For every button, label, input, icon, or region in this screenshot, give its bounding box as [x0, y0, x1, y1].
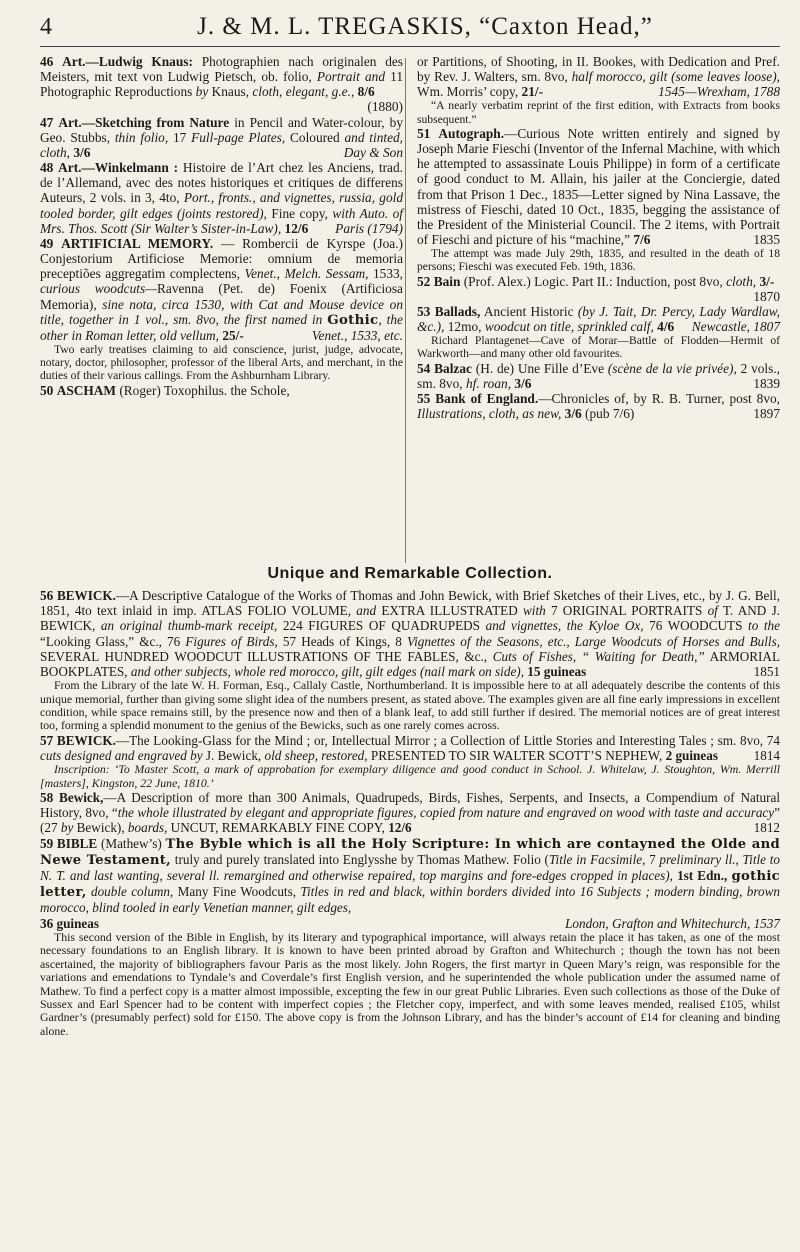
- entry-italic: Illustrations, cloth, as new,: [417, 406, 562, 422]
- entry-text: Histoire de l’Art chez les Anciens, trad. de l’Allemand, avec des notes historiques et critiques de differens Auteurs, 2 vols. in 3, 4to,: [40, 160, 403, 206]
- entry-italic: by: [60, 820, 74, 836]
- entry-heading: Bank of England.: [435, 390, 539, 406]
- entry-text: Many Fine Woodcuts,: [173, 884, 301, 900]
- entry-imprint: 1545—Wrexham, 1788: [658, 84, 780, 100]
- entry-text: J. Bewick,: [202, 748, 265, 764]
- catalogue-entry-50-continued: [417, 54, 780, 99]
- entry-text: PRESENTED TO SIR WALTER SCOTT’S NEPHEW,: [367, 748, 666, 764]
- entry-italic: and tinted, cloth,: [40, 129, 403, 160]
- entry-italic: half morocco, gilt (some leaves loose),: [571, 69, 780, 85]
- entry-number: 50: [40, 382, 54, 398]
- entry-text: 11 Photographic Reproductions: [40, 69, 404, 100]
- entry-italic: , the other in Roman letter, old vellum,: [40, 311, 403, 343]
- entry-italic: cloth,: [726, 273, 757, 289]
- entry-text: 1533,: [368, 266, 403, 282]
- entry-heading: ASCHAM: [56, 382, 116, 398]
- entry-italic: woodcut on title, sprinkled calf,: [484, 319, 654, 334]
- entry-text: or Partitions, of Shooting, in II. Bookes, with Dedication and Pref. by Rev. J. Walters, sm. 8vo,: [417, 54, 780, 85]
- entry-note-59: This second version of the Bible in English, by its literary and typographical importance, will always retain the place it has taken, as one of the most necessary foundations to an English library. It is known to have been printed abroad by Grafton and Whitechurch ; though the town has not been ascertained, the majority of bibliographers favour Paris as the most likely. John Rogers, the first martyr in Queen Mary’s reign, was responsible for the variations and emendations to Tyndale’s and Coverdale’s first English version, and he superintended the whole publication under the assumed name of Mathew. To find a perfect copy is a matter almost impossible, excepting the few in our great Public Libraries. Even such collections as those of the Duke of Sussex and Earl Spencer had to be content with imperfect copies ; the Fletcher copy, imperfect, and with some leaves mended, realised £105, whilst Gardner’s (presumably perfect) sold for £150. The above copy is from the Johnson Library, and has the binder’s account of £14 for cleaning and binding alone.: [40, 929, 780, 1038]
- entry-price: 7/6: [633, 231, 651, 247]
- entry-heading: BEWICK.: [56, 588, 116, 603]
- entry-text: Ancient Historic: [480, 303, 578, 319]
- catalogue-entry-49: [40, 236, 403, 343]
- entry-note-53: Richard Plantagenet—Cave of Morar—Battle of Flodden—Hermit of Warkworth—and many other old favourites.: [417, 334, 780, 361]
- entry-italic: curious woodcuts—: [40, 281, 158, 297]
- entry-price: 4/6: [653, 319, 675, 334]
- entry-heading: Balzac: [434, 360, 472, 376]
- entry-text: in Pencil and Water-colour, by Geo. Stubbs,: [40, 114, 403, 145]
- entry-heading: Art.: [58, 160, 82, 176]
- entry-number: 46: [40, 54, 54, 69]
- entry-italic: Port., fronts., and vignettes, russia, gold tooled border, gilt edges (joints restored),: [40, 190, 403, 221]
- entry-italic: with Auto. of Mrs. Thos. Scott (Sir Walter’s Sister-in-Law),: [40, 205, 403, 236]
- catalogue-entry-53: [417, 304, 780, 334]
- entry-text: ” (27: [40, 805, 780, 836]
- catalogue-entry-50: [40, 383, 403, 398]
- entry-price: 12/6: [281, 220, 309, 236]
- catalogue-entry-56: [40, 588, 780, 679]
- entry-price: 12/6: [388, 820, 412, 836]
- entry-italic: (scène de la vie privée),: [607, 360, 737, 376]
- entry-text: Photographien nach originalen des Meisters, mit text von Ludwig Pietsch, ob. folio,: [40, 54, 404, 85]
- entry-italic: sine nota, circa 1530, with Cat and Mouse device on title, together in 1 vol., sm. 8vo, the first named in: [40, 296, 403, 327]
- entry-note-49: Two early treatises claiming to aid conscience, jurist, judge, advocate, notary, doctor, philosopher, professor of the liberal Arts, and merchant, in the duties of their various callings. From the Ashburnham Library.: [40, 342, 403, 383]
- entry-number: 59: [40, 835, 54, 851]
- entry-text: truly and purely translated into Englysshe by Thomas Mathew. Folio (: [171, 851, 549, 867]
- entry-heading: BEWICK.: [56, 732, 116, 748]
- entry-imprint: 1812: [753, 820, 780, 836]
- catalogue-entry-52: [417, 274, 780, 304]
- entry-italic: cuts designed and engraved by: [40, 748, 203, 764]
- entry-price: 21/-: [521, 84, 544, 100]
- entry-number: 48: [40, 160, 54, 176]
- full-width-section: [40, 588, 780, 1038]
- entry-text: —A Description of more than 300 Animals, Quadrupeds, Birds, Fishes, Serpents, and Insects, a Compendium of Natural History, 8vo, “: [40, 790, 781, 821]
- entry-imprint: Venet., 1533, etc.: [311, 327, 403, 343]
- entry-italic: and: [356, 603, 377, 619]
- entry-number: 55: [417, 390, 431, 406]
- catalogue-entry-46: [40, 54, 403, 115]
- entry-text: EXTRA ILLUSTRATED: [376, 603, 523, 619]
- entry-italic: hf. roan,: [465, 375, 512, 391]
- entry-text: 57 Heads of Kings, 8: [277, 633, 408, 649]
- entry-imprint: 1835: [753, 231, 780, 247]
- entry-text: (Mathew’s): [97, 835, 166, 851]
- entry-price: 3/6: [511, 375, 532, 391]
- entry-heading: Art.: [62, 54, 86, 69]
- two-column-section: [40, 54, 780, 421]
- entry-italic: preliminary ll., Title to N. T. and last wanting, several ll. remargined and otherwise repaired, top margins and fore-edges cropped in places),: [40, 851, 780, 884]
- entry-price: 3/6: [561, 406, 582, 422]
- entry-number: 54: [417, 360, 431, 376]
- catalogue-entry-47: [40, 115, 403, 160]
- entry-imprint: Day & Son: [343, 144, 403, 160]
- entry-text: SEVERAL HUNDRED WOODCUT ILLUSTRATIONS OF THE FABLES, &c.,: [40, 648, 493, 664]
- entry-number: 56: [40, 588, 54, 603]
- entry-number: 52: [417, 273, 431, 289]
- entry-text: 224 FIGURES OF QUADRUPEDS: [277, 618, 486, 634]
- entry-text: —The Looking-Glass for the Mind ; or, Intellectual Mirror ; a Collection of Little Stories and Interesting Tales ; sm. 8vo, 74: [115, 732, 780, 748]
- entry-price: 15 guineas: [524, 664, 587, 680]
- header-rule: [40, 46, 780, 47]
- entry-lead: —Winkelmann :: [81, 160, 179, 176]
- page-header: [40, 10, 780, 44]
- catalogue-entry-59: [40, 836, 780, 931]
- entry-price: 3/-: [756, 273, 775, 289]
- entry-imprint: Newcastle, 1807: [691, 319, 780, 334]
- entry-text: Ravenna (Pet. de) Foenix (Artificiosa Memoria),: [40, 281, 403, 312]
- entry-note-56: From the Library of the late W. H. Forman, Esq., Callaly Castle, Northumberland. It is impossible here to at all adequately describe the contents of this unique memorial, further than giving some slight idea of the numbers present, as stated above. The examples given are all fine early impressions in excellent condition, while space remains still, by the presence now and then of a blank leaf, to add still further if desired. The memorial notices are of great interest too, forming a splendid monument to the genius of the Bewicks, such as one rarely comes across.: [40, 678, 780, 733]
- entry-note-50: “A nearly verbatim reprint of the first edition, with Extracts from books subsequent.”: [417, 99, 780, 126]
- entry-price: 25/-: [219, 327, 244, 343]
- entry-italic: old sheep,: [264, 748, 318, 764]
- entry-heading: Autograph.: [438, 125, 505, 141]
- entry-number: 58: [40, 790, 54, 806]
- entry-italic: an original thumb-mark receipt,: [100, 618, 278, 634]
- entry-imprint: London, Grafton and Whitechurch, 1537: [565, 915, 780, 931]
- entry-number: 53: [417, 303, 431, 319]
- entry-text: Coloured: [285, 129, 345, 145]
- entry-text: T. AND J. BEWICK,: [40, 603, 781, 634]
- entry-number: 51: [417, 125, 431, 141]
- entry-imprint: 1897: [753, 406, 780, 422]
- entry-text: — Rombercii de Kyrspe (Joa.) Conjestorium Artificiose Memorie: omnium de memoria preceptiões aggregatim complectens,: [40, 235, 403, 282]
- entry-text: Wm. Morris’ copy,: [417, 84, 522, 100]
- page-number: 4: [40, 13, 53, 40]
- entry-text: UNCUT, REMARKABLY FINE COPY,: [167, 820, 389, 836]
- gothic-word: Gothic: [327, 311, 379, 328]
- gothic-word: gothic letter,: [40, 869, 780, 901]
- entry-price: 3/6: [70, 144, 91, 160]
- entry-italic: thin folio,: [114, 129, 169, 145]
- entry-text: (pub 7/6): [581, 406, 635, 422]
- entry-text: 7: [645, 851, 660, 867]
- entry-note-57: Inscription: ‘To Master Scott, a mark of approbation for exemplary diligence and good conduct in School. J. Whitelaw, J. Stoughton, Wm. Merrill [masters], Kingston, 22 June, 1810.’: [40, 762, 780, 790]
- entry-imprint: 1839: [753, 375, 780, 391]
- entry-italic: restored,: [321, 748, 368, 764]
- catalogue-entry-48: [40, 160, 403, 236]
- entry-italic: Titles in red and black, within borders divided into 16 Subjects ; modern binding, brown morocco, blind tooled in early Venetian manner, gilt edges,: [40, 884, 781, 916]
- entry-edition: 1st Edn.,: [672, 868, 732, 884]
- right-column: [417, 54, 780, 421]
- catalogue-entry-55: [417, 391, 780, 421]
- entry-price: 36 guineas: [40, 915, 99, 931]
- entry-heading: Ballads,: [434, 303, 481, 319]
- entry-lead: MEMORY.: [140, 235, 214, 251]
- entry-note-51: The attempt was made July 29th, 1835, and resulted in the death of 18 persons; Fieschi was executed Feb. 19th, 1836.: [417, 247, 780, 274]
- entry-italic: boards,: [127, 820, 168, 836]
- entry-italic: and vignettes, the Kyloe Ox,: [485, 618, 644, 634]
- entry-price: 8/6: [354, 84, 375, 100]
- entry-heading: Art.: [58, 114, 82, 130]
- entry-italic: to the: [748, 618, 781, 634]
- catalogue-entry-58: [40, 790, 780, 836]
- entry-heading: Bewick,: [59, 790, 104, 806]
- entry-text: Bewick),: [73, 820, 128, 836]
- entry-italic: Venet., Melch. Sessam,: [244, 266, 369, 282]
- entry-italic: Figures of Birds,: [185, 633, 278, 649]
- entry-heading: ARTIFICIAL: [61, 235, 141, 251]
- catalogue-entry-57: [40, 733, 780, 763]
- entry-number: 57: [40, 732, 54, 748]
- section-heading: Unique and Remarkable Collection.: [267, 565, 553, 582]
- entry-italic: double column,: [86, 884, 174, 900]
- page-title: J. & M. L. TREGASKIS, “Caxton Head,”: [197, 13, 653, 40]
- entry-heading: BIBLE: [56, 835, 98, 851]
- entry-italic: Full-page Plates,: [191, 129, 286, 145]
- catalogue-entry-54: [417, 361, 780, 391]
- entry-lead: —Ludwig Knaus:: [85, 54, 193, 69]
- entry-price: 2 guineas: [665, 748, 718, 764]
- catalogue-entry-51: [417, 126, 780, 247]
- entry-imprint: Paris (1794): [335, 220, 403, 236]
- entry-italic: Title in Facsimile,: [548, 851, 646, 867]
- entry-text: “Looking Glass,” &c., 76: [40, 633, 186, 649]
- entry-text: —A Descriptive Catalogue of the Works of Thomas and John Bewick, with Brief Sketches of their Lives, etc., by J. G. Bell, 1851, 4to text inlaid in imp. ATLAS FOLIO VOLUME,: [40, 588, 780, 619]
- entry-imprint: (1880): [367, 99, 403, 115]
- entry-text: 2 vols., sm. 8vo,: [417, 360, 781, 391]
- entry-italic: (by J. Tait, Dr. Percy, Lady Wardlaw, &c.),: [417, 303, 780, 334]
- entry-text: 12mo,: [444, 319, 485, 334]
- entry-imprint: 1814: [753, 748, 780, 764]
- entry-heading: Bain: [433, 273, 461, 289]
- entry-text: (Roger) Toxophilus. the Schole,: [116, 382, 290, 398]
- left-column: [40, 54, 403, 421]
- entry-text: —Chronicles of, by R. B. Turner, post 8vo,: [538, 390, 780, 406]
- entry-text: ARMORIAL BOOKPLATES,: [40, 648, 780, 680]
- entry-italic: cloth, elegant, g.e.,: [252, 84, 355, 100]
- entry-text: Knaus,: [208, 84, 253, 100]
- entry-number: 49: [40, 235, 54, 251]
- entry-lead: —Sketching from Nature: [81, 114, 230, 130]
- entry-text: 76 WOODCUTS: [643, 618, 749, 634]
- entry-italic: Cuts of Fishes, “ Waiting for Death,”: [492, 648, 705, 664]
- entry-imprint: 1870: [753, 288, 780, 304]
- gothic-title: The Byble which is all the Holy Scripture: In which are contayned the Olde and Newe Testament,: [40, 836, 780, 868]
- entry-text: 17: [168, 129, 192, 145]
- entry-text: —Curious Note written entirely and signed by Joseph Marie Fieschi (Inventor of the Infernal Machine, with which he attempted to assassinate Louis Philippe) in form of a certificate of good conduct to M. Allain, his jailer at the Conciergie, dated from that Prison 1 Dec., 1835—Letter signed by Nina Lassave, the mistress of Fieschi, dated 10 Oct., 1835, begging the assistance of the President of the Ministerial Council. The 2 items, with Portrait of Fieschi and picture of his “machine,”: [417, 125, 780, 247]
- entry-text: (H. de) Une Fille d’Eve: [471, 360, 608, 376]
- entry-italic: by: [195, 84, 209, 100]
- entry-italic: the whole illustrated by elegant and appropriate figures, copied from nature and engraved on wood with taste and accuracy: [117, 805, 775, 821]
- entry-text: Fine copy,: [266, 205, 333, 221]
- entry-imprint: 1851: [753, 664, 780, 680]
- entry-italic: Vignettes of the Seasons, etc., Large Woodcuts of Horses and Bulls,: [407, 633, 781, 649]
- entry-italic: Portrait and: [316, 69, 386, 85]
- entry-italic: with: [522, 603, 546, 619]
- entry-text: (Prof. Alex.) Logic. Part II.: Induction, post 8vo,: [460, 273, 727, 289]
- entry-italic: of: [707, 603, 718, 619]
- entry-text: 7 ORIGINAL PORTRAITS: [545, 603, 708, 619]
- entry-italic: and other subjects, whole red morocco, gilt, gilt edges (nail mark on side),: [130, 664, 524, 680]
- entry-number: 47: [40, 114, 54, 130]
